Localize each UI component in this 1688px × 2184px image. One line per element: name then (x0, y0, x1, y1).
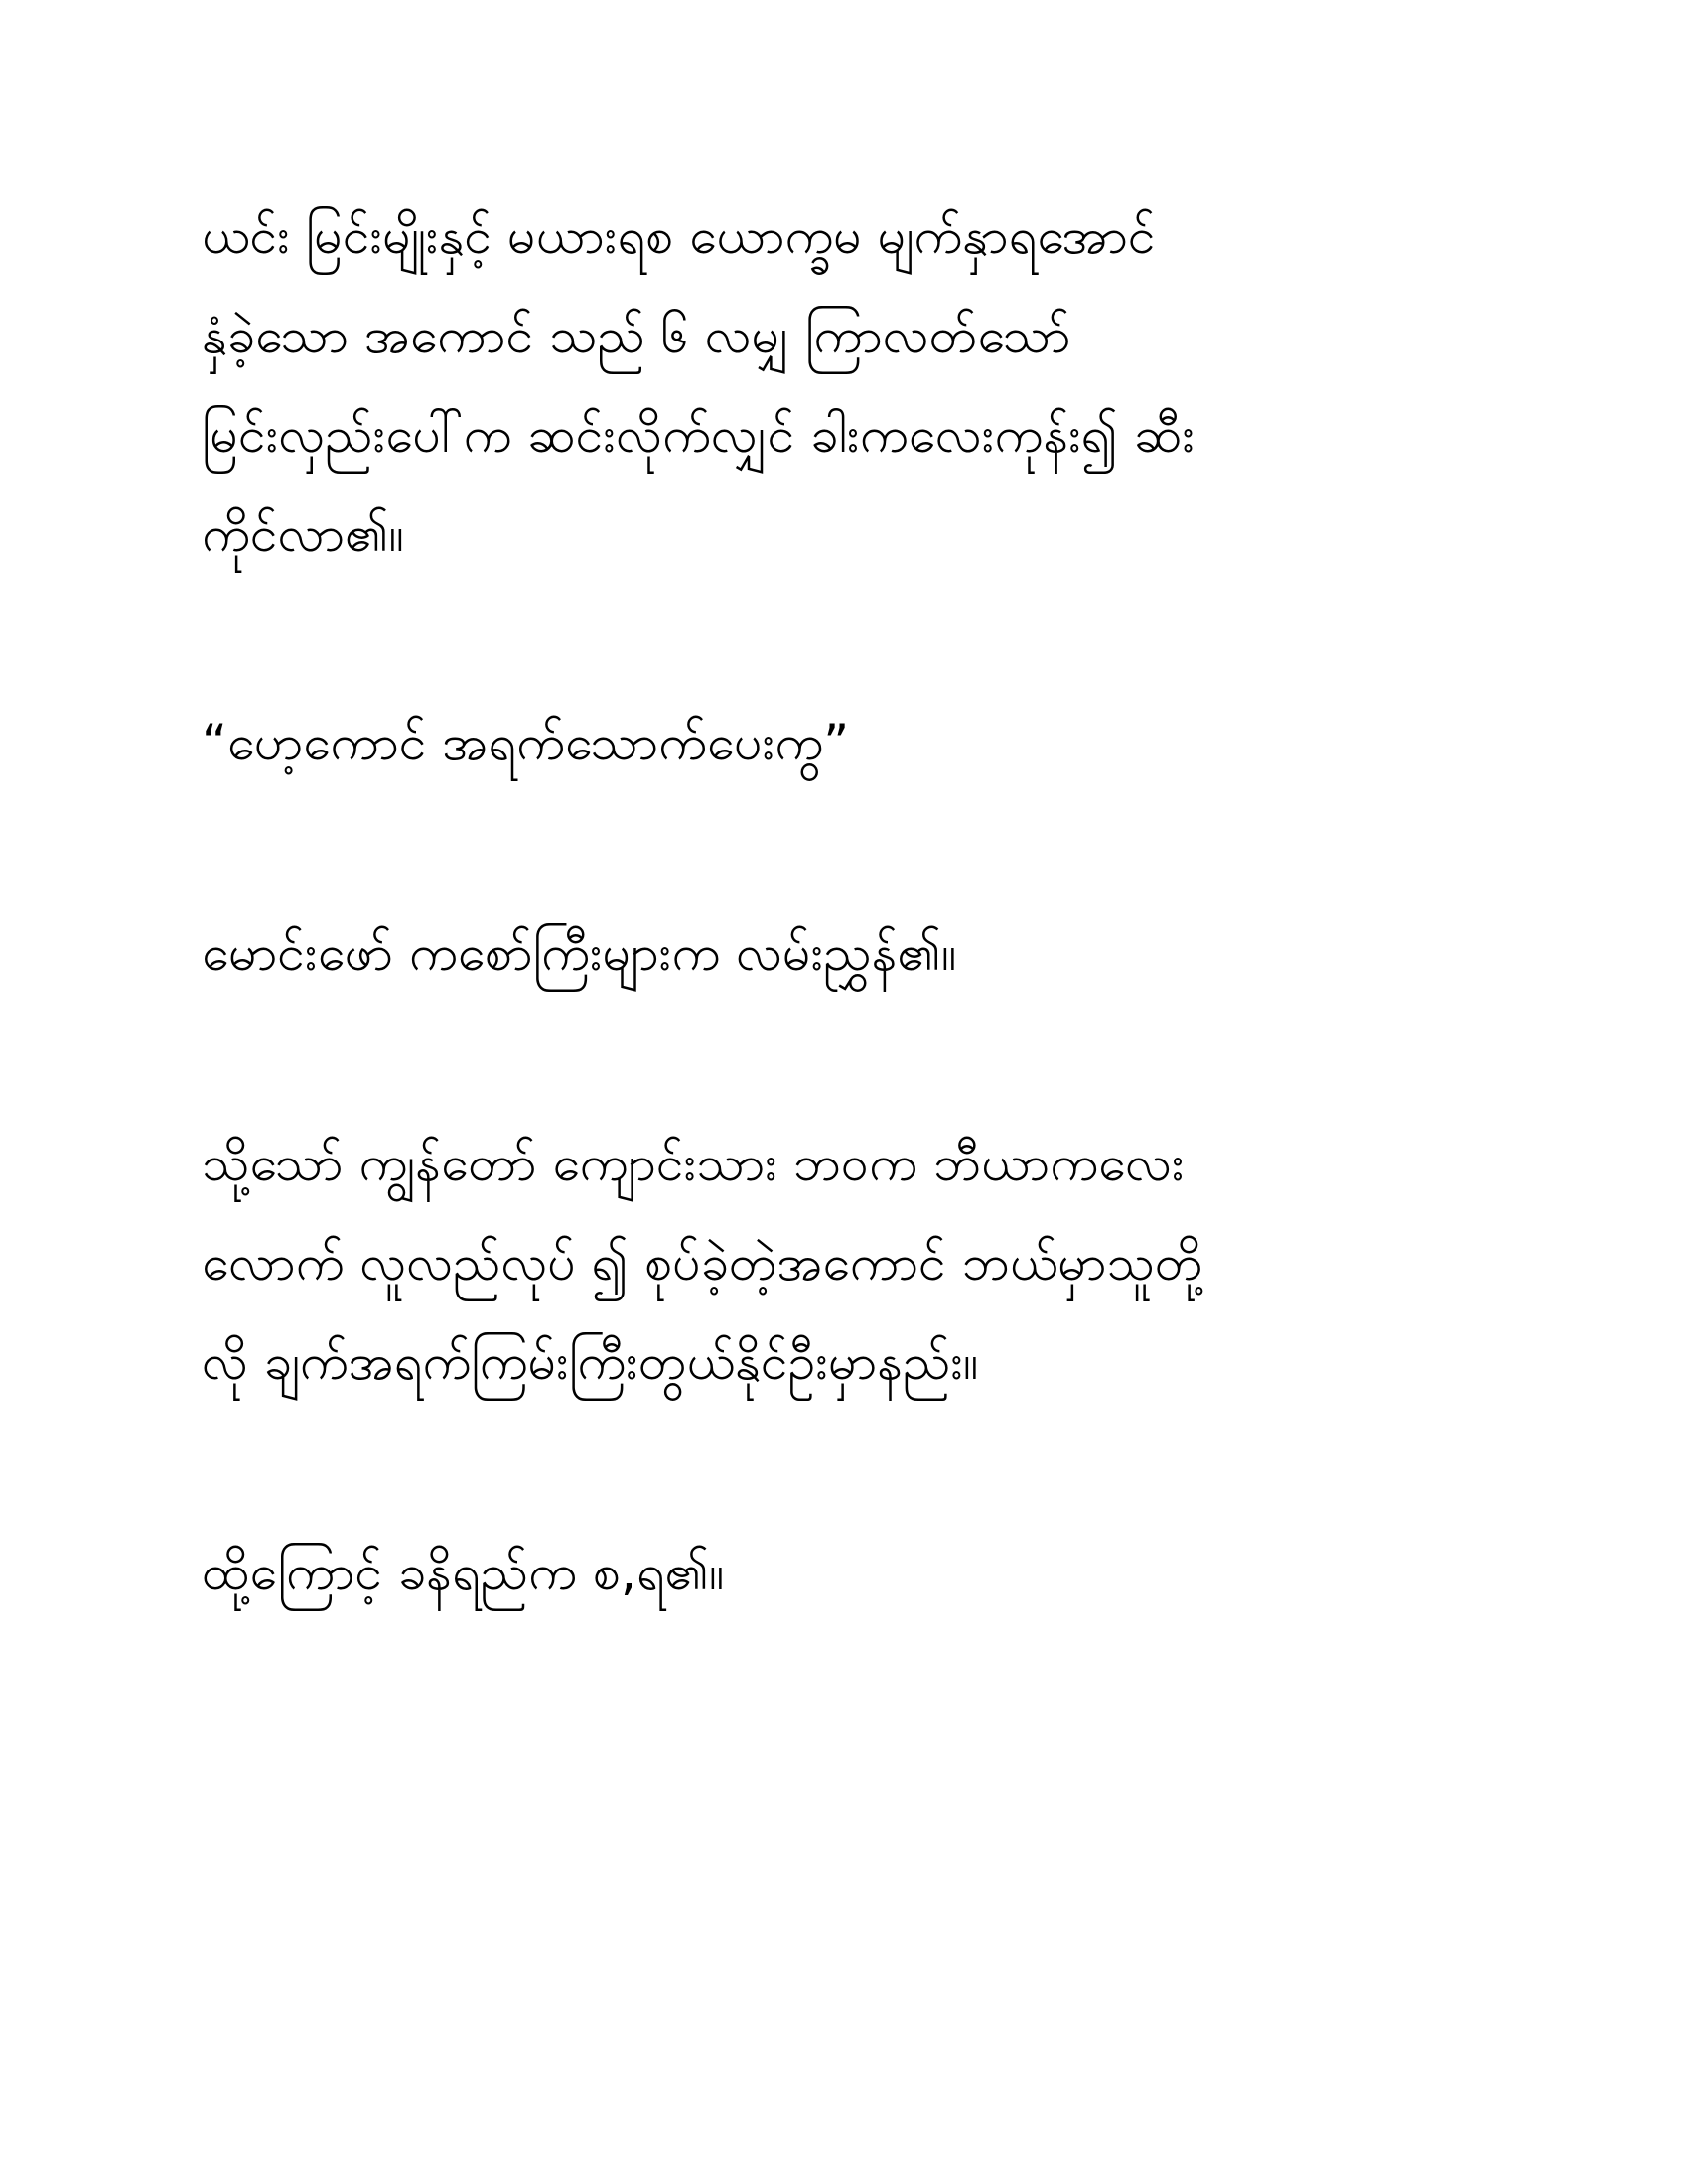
text-line: မြင်းလှည်းပေါ်က ဆင်းလိုက်လျှင် ခါးကလေးကုန်း၍ ဆီး (202, 406, 1196, 464)
paragraph-4 (202, 1114, 1512, 1412)
text-line: လောက် လူလည်လုပ် ၍ စုပ်ခဲ့တဲ့အကောင် ဘယ်မှာသူတို့ (202, 1234, 1203, 1292)
text-line: နှံခဲ့သော အကောင် သည် ၆ လမျှ ကြာလတ်သော် (202, 307, 1071, 364)
paragraph-spacer (202, 792, 1512, 903)
paragraph-spacer (202, 584, 1512, 693)
paragraph-spacer (202, 1412, 1512, 1523)
text-line: မောင်းဖော် ကစော်ကြီးများက လမ်းညွှန်၏။ (202, 924, 957, 982)
text-line: ကိုင်လာ၏။ (202, 505, 404, 563)
paragraph-2-quote (202, 693, 1512, 792)
paragraph-3 (202, 903, 1512, 1003)
text-line: လို ချက်အရက်ကြမ်းကြီးတွယ်နိုင်ဦးမှာနည်း။ (202, 1333, 979, 1391)
text-line: ယင်း မြင်းမျိုးနှင့် မယားရစ ယောက္ခမ မျက်နှာရအောင် (202, 207, 1156, 265)
document-body (202, 187, 1512, 1622)
paragraph-1 (202, 187, 1512, 584)
paragraph-5 (202, 1523, 1512, 1622)
paragraph-spacer (202, 1003, 1512, 1114)
text-line: သို့သော် ကျွန်တော် ကျောင်းသား ဘ၀က ဘီယာကလေး (202, 1135, 1185, 1192)
quoted-speech-line: “ပော့ကောင် အရက်သောက်ပေးကွ” (202, 714, 850, 771)
text-line: ထို့ကြောင့် ခနိရည်က စ,ရ၏။ (202, 1544, 725, 1601)
